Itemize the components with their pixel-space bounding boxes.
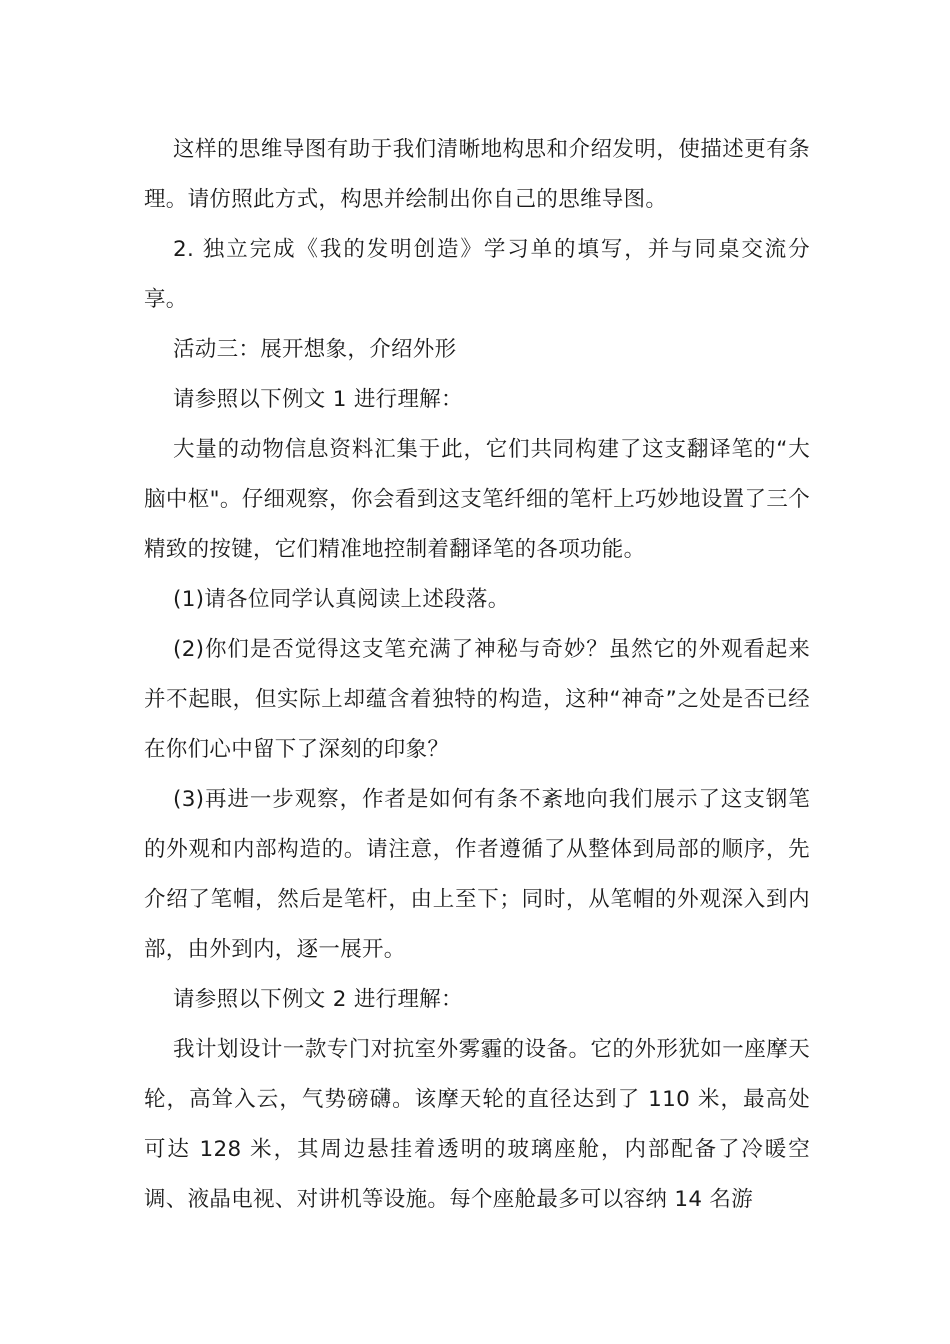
- document-body: [144, 125, 810, 1225]
- paragraph-example-2-text: 我计划设计一款专门对抗室外雾霾的设备。它的外形犹如一座摩天轮，高耸入云，气势磅礴。该摩天轮的直径达到了 110 米，最高处可达 128 米，其周边悬挂着透明的玻璃座舱，内部配备了冷暖空调、液晶电视、对讲机等设施。每个座舱最多可以容纳 14 名游: [144, 1037, 810, 1212]
- paragraph-mind-map-summary: 这样的思维导图有助于我们清晰地构思和介绍发明，使描述更有条理。请仿照此方式，构思并绘制出你自己的思维导图。: [144, 137, 810, 212]
- paragraph-question-1: (1)请各位同学认真阅读上述段落。: [173, 587, 510, 612]
- paragraph-example-1-intro: 请参照以下例文 1 进行理解：: [173, 387, 463, 412]
- paragraph-example-2-intro: 请参照以下例文 2 进行理解：: [173, 987, 463, 1012]
- section-heading-activity-3: 活动三：展开想象，介绍外形: [173, 337, 457, 362]
- paragraph-task-2: 2. 独立完成《我的发明创造》学习单的填写，并与同桌交流分享。: [144, 237, 810, 312]
- paragraph-question-3: (3)再进一步观察，作者是如何有条不紊地向我们展示了这支钢笔的外观和内部构造的。请注意，作者遵循了从整体到局部的顺序，先介绍了笔帽，然后是笔杆，由上至下；同时，从笔帽的外观深入到内部，由外到内，逐一展开。: [144, 787, 810, 962]
- paragraph-question-2: (2)你们是否觉得这支笔充满了神秘与奇妙？虽然它的外观看起来并不起眼，但实际上却蕴含着独特的构造，这种“神奇”之处是否已经在你们心中留下了深刻的印象？: [144, 637, 810, 762]
- paragraph-example-1-text: 大量的动物信息资料汇集于此，它们共同构建了这支翻译笔的“大脑中枢"。仔细观察，你会看到这支笔纤细的笔杆上巧妙地设置了三个精致的按键，它们精准地控制着翻译笔的各项功能。: [144, 437, 810, 562]
